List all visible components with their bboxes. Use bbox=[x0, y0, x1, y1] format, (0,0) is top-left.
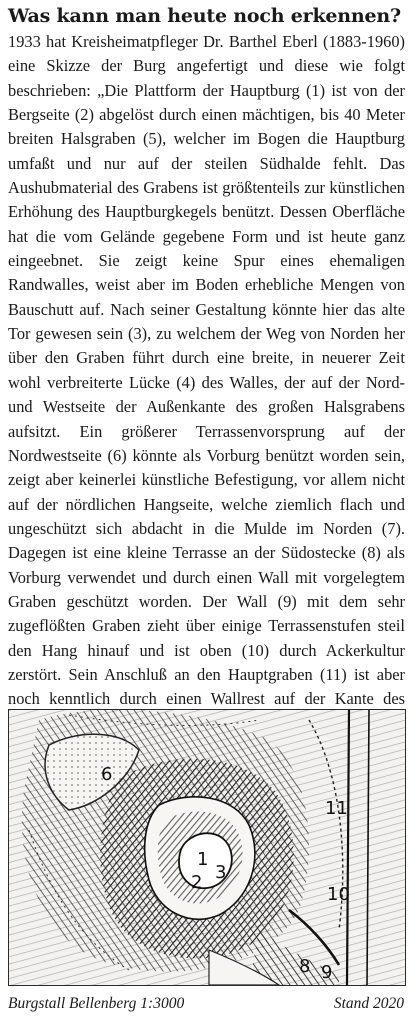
map-label-10: 10 bbox=[327, 884, 350, 905]
map-label-6: 6 bbox=[101, 764, 113, 785]
status-date: Stand 2020 bbox=[333, 995, 404, 1012]
article-body: 1933 hat Kreisheimatpfleger Dr. Barthel Eberl (1883-1960) eine Skizze der Burg angefertigt und diese wie folgt beschrieben: „Die Plattform der Hauptburg (1) ist von der Bergseite (2) abgelöst durch einen mächtigen, bis 40 Meter breiten Halsgraben (5), welcher im Bogen die Hauptburg umfaßt und nur auf der steilen Südhalde fehlt. Das Aushubmaterial des Grabens ist größtenteils zur künstlichen Erhöhung des Hauptburgkegels benützt. Dessen Oberfläche hat die vom Gelände gegebene Form und ist heute ganz eingeebnet. Sie zeigt keine Spur eines ehemaligen Randwalles, weist aber im Boden erhebliche Mengen von Bauschutt auf. Nach seiner Gestaltung könnte hier das alte Tor gewesen sein (3), zu welchem der Weg von Norden her über den Graben führt durch eine breite, in neuerer Zeit wohl verbreiterte Lücke (4) des Walles, der auf der Nord- und Westseite der Außenkante des großen Halsgrabens aufsitzt. Ein größerer Terrassenvorsprung auf der Nordwestseite (6) könnte als Vorburg benützt worden sein, zeigt aber keinerlei künstliche Befestigung, vor allem nicht auf der nördlichen Hangseite, welche ziemlich flach und ungeschützt sich abdacht in die Mulde im Norden (7). Dagegen ist eine kleine Terrasse an der Südostecke (8) als Vorburg verwendet und durch einen Wall mit vorgelegtem Graben geschützt worden. Der Wall (9) mit dem sehr zugeflößten Graben zieht über einige Terrassenstufen steil den Hang hinauf und ist oben (10) durch Ackerkultur zerstört. Sein Anschluß an den Hauptgraben (11) ist aber noch kenntlich durch einen Wallrest auf der Kante des bbox=[8, 32, 405, 709]
map-label-2: 2 bbox=[191, 872, 203, 893]
castle-sketch-map bbox=[8, 709, 406, 986]
hachure-map-drawing bbox=[9, 710, 405, 985]
map-label-8: 8 bbox=[299, 956, 311, 977]
map-label-3: 3 bbox=[215, 862, 227, 883]
map-label-11: 11 bbox=[325, 798, 348, 819]
map-caption: Burgstall Bellenberg 1:3000 bbox=[8, 995, 185, 1012]
map-label-1: 1 bbox=[197, 849, 209, 870]
article-heading: Was kann man heute noch erkennen? bbox=[8, 5, 401, 27]
map-label-9: 9 bbox=[321, 962, 333, 983]
